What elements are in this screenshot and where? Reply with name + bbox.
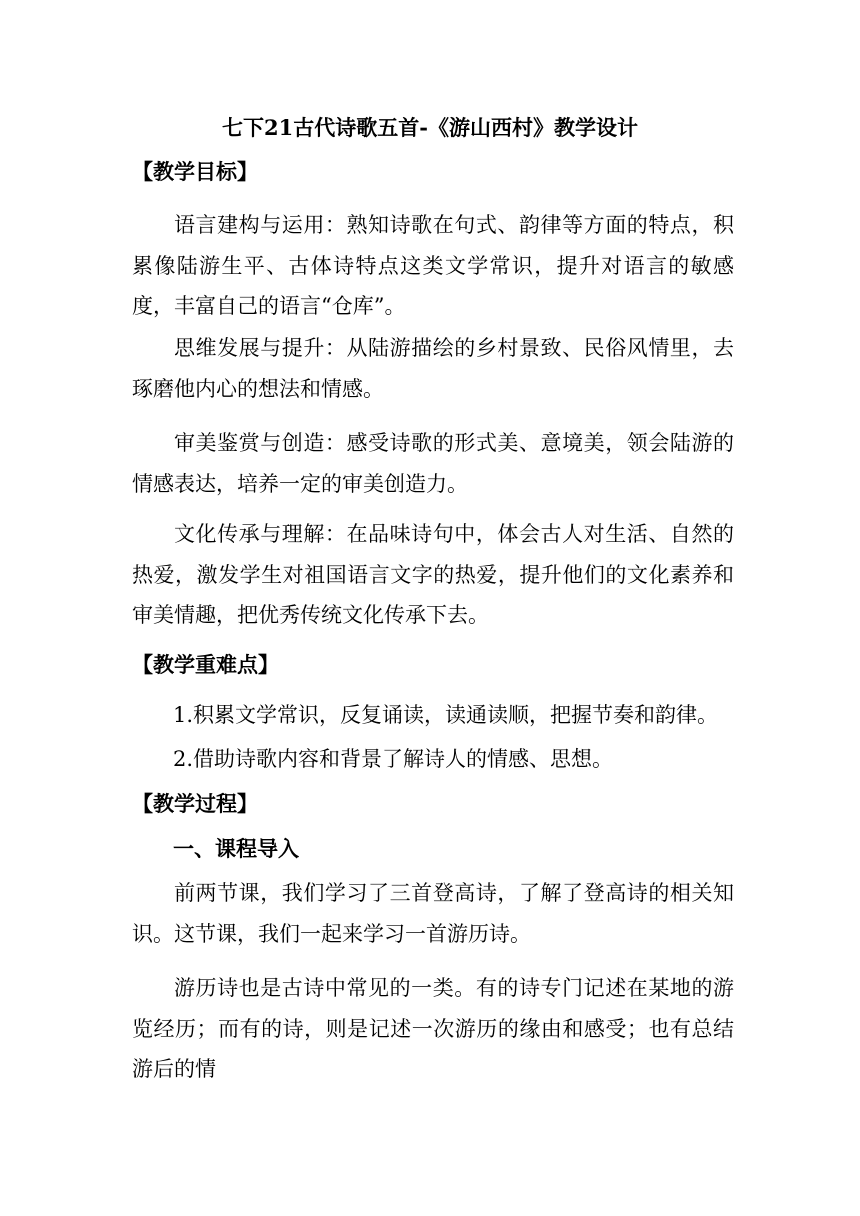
objective-paragraph-language: 语言建构与运用：熟知诗歌在句式、韵律等方面的特点，积累像陆游生平、古体诗特点这类文学常识，提升对语言的敏感度，丰富自己的语言“仓库”。 [132, 213, 734, 319]
process-paragraph-2: 游历诗也是古诗中常见的一类。有的诗专门记述在某地的游览经历；而有的诗，则是记述一次游历的缘由和感受；也有总结游后的情 [132, 976, 734, 1082]
section-heading-process: 【教学过程】 [132, 791, 258, 816]
key-point-item-1: 1.积累文学常识，反复诵读，读通读顺，把握节奏和韵律。 [173, 703, 719, 727]
key-point-item-2: 2.借助诗歌内容和背景了解诗人的情感、思想。 [173, 747, 614, 771]
document-title: 七下21古代诗歌五首-《游山西村》教学设计 [222, 115, 638, 140]
process-step-heading-intro: 一、课程导入 [173, 836, 299, 861]
objective-paragraph-aesthetics: 审美鉴赏与创造：感受诗歌的形式美、意境美，领会陆游的情感表达，培养一定的审美创造力。 [132, 431, 734, 496]
objective-paragraph-culture: 文化传承与理解：在品味诗句中，体会古人对生活、自然的热爱，激发学生对祖国语言文字的热爱，提升他们的文化素养和审美情趣，把优秀传统文化传承下去。 [132, 522, 734, 628]
objective-paragraph-thinking: 思维发展与提升：从陆游描绘的乡村景致、民俗风情里，去琢磨他内心的想法和情感。 [132, 336, 734, 401]
section-heading-objectives: 【教学目标】 [132, 159, 258, 184]
process-paragraph-1: 前两节课，我们学习了三首登高诗，了解了登高诗的相关知识。这节课，我们一起来学习一首游历诗。 [132, 881, 734, 946]
section-heading-key-points: 【教学重难点】 [132, 652, 279, 677]
